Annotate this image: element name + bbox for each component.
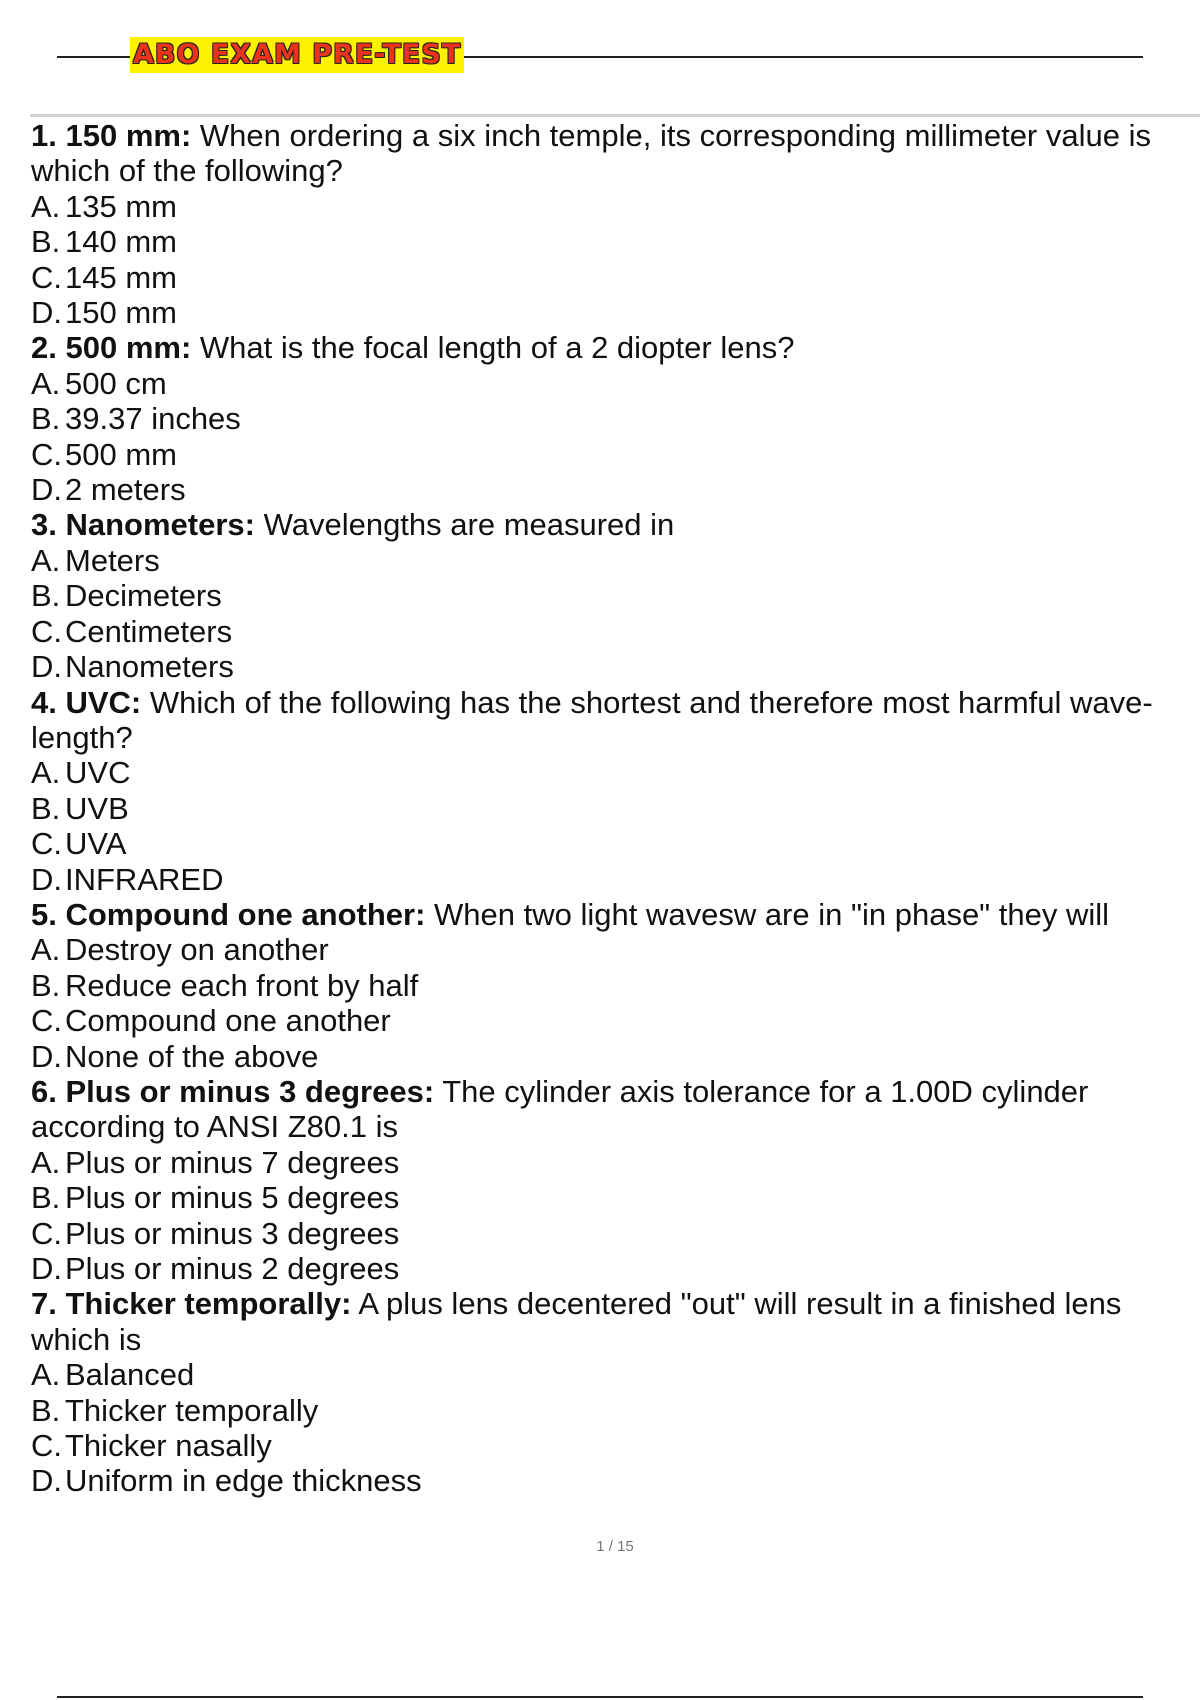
question-list — [31, 118, 1191, 1499]
question-text-line — [31, 507, 1191, 542]
question-answer: 150 mm: — [65, 118, 192, 153]
option-text: Decimeters — [65, 578, 222, 614]
option-letter: D. — [31, 649, 62, 685]
option-text: 39.37 inches — [65, 401, 241, 437]
question-text-line — [31, 330, 1191, 365]
document-title: ABO EXAM PRE-TEST — [130, 37, 464, 73]
option-letter: C. — [31, 1003, 62, 1039]
answer-option — [31, 1003, 1191, 1038]
answer-option — [31, 1393, 1191, 1428]
option-text: Compound one another — [65, 1003, 391, 1039]
answer-option — [31, 1251, 1191, 1286]
question-text: length? — [31, 719, 133, 755]
footer-rule — [57, 1696, 1143, 1698]
option-letter: A. — [31, 542, 61, 578]
question-text: which of the following? — [31, 153, 343, 189]
option-letter: C. — [31, 1428, 62, 1464]
option-text: Plus or minus 3 degrees — [65, 1215, 400, 1251]
answer-option — [31, 543, 1191, 578]
option-letter: C. — [31, 613, 62, 649]
question-text: What is the focal length of a 2 diopter lens? — [199, 330, 795, 366]
option-letter: A. — [31, 932, 61, 968]
answer-option — [31, 862, 1191, 897]
question-number: 3. — [31, 507, 57, 543]
answer-option — [31, 1039, 1191, 1074]
question-text-line — [31, 1286, 1191, 1321]
question-number: 1. — [31, 118, 57, 153]
question-text-line — [31, 685, 1191, 720]
question-text: A plus lens decentered "out" will result in a finished lens — [358, 1286, 1122, 1322]
page-header — [57, 34, 1143, 80]
option-text: 135 mm — [65, 188, 177, 224]
answer-option — [31, 366, 1191, 401]
question-1 — [31, 118, 1191, 330]
question-4 — [31, 685, 1191, 897]
answer-option — [31, 1216, 1191, 1251]
question-text: The cylinder axis tolerance for a 1.00D cylinder — [442, 1073, 1089, 1109]
option-text: Uniform in edge thickness — [65, 1463, 422, 1499]
option-text: 150 mm — [65, 295, 177, 331]
option-letter: B. — [31, 967, 61, 1003]
answer-option — [31, 826, 1191, 861]
answer-option — [31, 437, 1191, 472]
option-letter: C. — [31, 826, 62, 862]
question-text: which is — [31, 1321, 142, 1357]
question-text: according to ANSI Z80.1 is — [31, 1109, 399, 1145]
option-text: UVA — [65, 826, 127, 862]
option-letter: D. — [31, 1251, 62, 1286]
question-answer: UVC: — [65, 684, 142, 720]
option-text: Thicker temporally — [65, 1392, 319, 1428]
option-letter: D. — [31, 295, 62, 331]
answer-option — [31, 578, 1191, 613]
question-text-line — [31, 720, 1191, 755]
question-answer: Compound one another: — [65, 896, 426, 932]
option-letter: B. — [31, 1392, 61, 1428]
option-letter: A. — [31, 365, 61, 401]
question-text-line — [31, 1109, 1191, 1144]
question-answer: 500 mm: — [65, 330, 192, 366]
answer-option — [31, 1145, 1191, 1180]
answer-option — [31, 260, 1191, 295]
option-text: 500 cm — [65, 365, 167, 401]
option-text: Destroy on another — [65, 932, 329, 968]
divider — [30, 114, 1200, 117]
question-7 — [31, 1286, 1191, 1498]
question-text: Wavelengths are measured in — [263, 507, 675, 543]
answer-option — [31, 649, 1191, 684]
option-text: UVB — [65, 790, 129, 826]
option-text: Thicker nasally — [65, 1428, 272, 1464]
question-text: When ordering a six inch temple, its corresponding millimeter value is — [199, 118, 1151, 153]
question-number: 5. — [31, 896, 57, 932]
option-letter: A. — [31, 188, 61, 224]
option-text: Plus or minus 2 degrees — [65, 1251, 400, 1286]
question-text: Which of the following has the shortest and therefore most harmful wave- — [149, 684, 1153, 720]
option-letter: D. — [31, 1038, 62, 1074]
question-2 — [31, 330, 1191, 507]
question-number: 7. — [31, 1286, 57, 1322]
question-text-line — [31, 1322, 1191, 1357]
question-text-line — [31, 153, 1191, 188]
option-text: Meters — [65, 542, 160, 578]
option-letter: A. — [31, 755, 61, 791]
answer-option — [31, 1180, 1191, 1215]
question-text-line — [31, 1074, 1191, 1109]
question-5 — [31, 897, 1191, 1074]
question-number: 6. — [31, 1073, 57, 1109]
question-number: 4. — [31, 684, 57, 720]
option-letter: D. — [31, 861, 62, 897]
question-answer: Thicker temporally: — [65, 1286, 352, 1322]
option-text: Centimeters — [65, 613, 233, 649]
answer-option — [31, 932, 1191, 967]
option-text: UVC — [65, 755, 131, 791]
question-text-line — [31, 897, 1191, 932]
option-text: Plus or minus 7 degrees — [65, 1144, 400, 1180]
option-text: None of the above — [65, 1038, 319, 1074]
option-letter: B. — [31, 1180, 61, 1216]
option-letter: A. — [31, 1144, 61, 1180]
answer-option — [31, 401, 1191, 436]
option-letter: C. — [31, 259, 62, 295]
option-letter: C. — [31, 1215, 62, 1251]
option-text: Plus or minus 5 degrees — [65, 1180, 400, 1216]
option-text: Nanometers — [65, 649, 234, 685]
answer-option — [31, 968, 1191, 1003]
question-number: 2. — [31, 330, 57, 366]
answer-option — [31, 295, 1191, 330]
answer-option — [31, 472, 1191, 507]
option-letter: B. — [31, 401, 61, 437]
option-text: 145 mm — [65, 259, 177, 295]
question-answer: Plus or minus 3 degrees: — [65, 1073, 435, 1109]
option-letter: D. — [31, 1463, 62, 1499]
answer-option — [31, 1463, 1191, 1498]
question-3 — [31, 507, 1191, 684]
question-6 — [31, 1074, 1191, 1286]
question-text-line — [31, 118, 1191, 153]
option-letter: B. — [31, 790, 61, 826]
option-letter: A. — [31, 1357, 61, 1393]
option-text: 2 meters — [65, 472, 186, 508]
question-text: When two light wavesw are in "in phase" they will — [434, 896, 1110, 932]
option-text: 500 mm — [65, 436, 177, 472]
option-letter: D. — [31, 472, 62, 508]
option-text: Reduce each front by half — [65, 967, 419, 1003]
answer-option — [31, 189, 1191, 224]
option-letter: B. — [31, 224, 61, 260]
option-text: 140 mm — [65, 224, 177, 260]
answer-option — [31, 1357, 1191, 1392]
option-text: Balanced — [65, 1357, 195, 1393]
question-answer: Nanometers: — [65, 507, 255, 543]
answer-option — [31, 224, 1191, 259]
option-letter: B. — [31, 578, 61, 614]
answer-option — [31, 1428, 1191, 1463]
page-number: 1 / 15 — [596, 1538, 634, 1555]
option-text: INFRARED — [65, 861, 224, 897]
option-letter: C. — [31, 436, 62, 472]
answer-option — [31, 614, 1191, 649]
answer-option — [31, 755, 1191, 790]
answer-option — [31, 791, 1191, 826]
